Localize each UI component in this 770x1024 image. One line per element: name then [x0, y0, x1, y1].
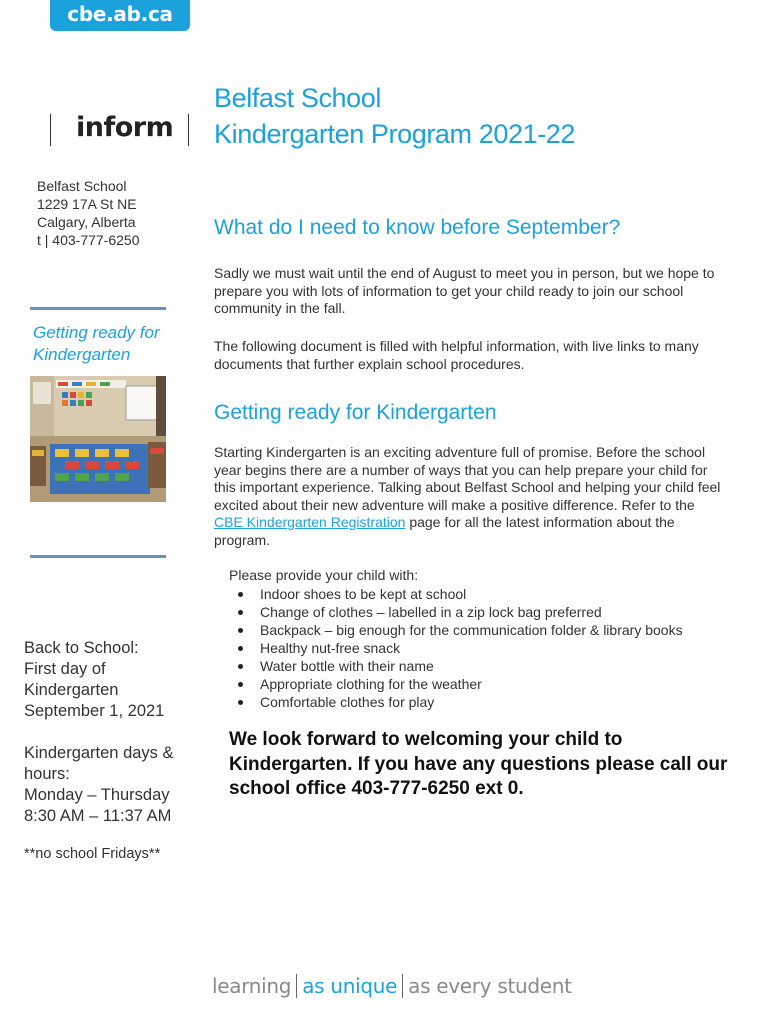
- sidebar-divider: [30, 307, 166, 310]
- tagline-as-every-student: as every student: [408, 974, 572, 998]
- back-to-school-info: [24, 638, 199, 722]
- footer-tagline: [212, 974, 572, 998]
- list-item: Healthy nut-free snack: [236, 639, 683, 657]
- info-line: Kindergarten days &: [24, 744, 174, 762]
- paragraph-text: page for all the latest information about the program.: [214, 514, 675, 548]
- section-heading-getting-ready: Getting ready for Kindergarten: [214, 401, 497, 424]
- title-school: Belfast School: [214, 83, 381, 113]
- info-line: 8:30 AM – 11:37 AM: [24, 807, 172, 825]
- logo-divider: [188, 114, 189, 146]
- address-line: Belfast School: [37, 178, 127, 194]
- feature-heading-line: Getting ready for: [33, 323, 160, 342]
- supplies-list: [236, 585, 683, 711]
- info-line: Kindergarten: [24, 681, 119, 699]
- list-item: Comfortable clothes for play: [236, 693, 683, 711]
- list-item: Appropriate clothing for the weather: [236, 675, 683, 693]
- info-line: hours:: [24, 765, 70, 783]
- info-line: Back to School:: [24, 639, 139, 657]
- address-line: 1229 17A St NE: [37, 196, 137, 212]
- school-address: [37, 177, 140, 249]
- cbe-kindergarten-registration-link[interactable]: CBE Kindergarten Registration: [214, 514, 406, 530]
- list-item: Indoor shoes to be kept at school: [236, 585, 683, 603]
- sidebar-divider: [30, 555, 166, 558]
- classroom-photo: [30, 376, 166, 502]
- no-school-fridays-note: **no school Fridays**: [24, 846, 161, 862]
- title-program: Kindergarten Program 2021-22: [214, 119, 576, 149]
- inform-logo: [50, 112, 192, 148]
- sidebar-schedule: [24, 638, 199, 848]
- supplies-intro: Please provide your child with:: [229, 567, 419, 583]
- tagline-learning: learning: [212, 974, 292, 998]
- getting-ready-paragraph: [214, 444, 724, 549]
- intro-paragraph: Sadly we must wait until the end of August to meet you in person, but we hope to prepare you with lots of information to get your child ready to join our school community in the fall.: [214, 265, 715, 316]
- tagline-as-unique: as unique: [302, 974, 398, 998]
- feature-heading-line: Kindergarten: [33, 345, 131, 364]
- document-info-paragraph: The following document is filled with helpful information, with live links to many documents that further explain school procedures.: [214, 338, 699, 372]
- kindergarten-hours-info: [24, 743, 199, 827]
- info-line: First day of: [24, 660, 106, 678]
- classroom-illustration: [30, 376, 166, 502]
- paragraph-text: Starting Kindergarten is an exciting adventure full of promise. Before the school year begins there are a number of ways that you can help prepare your child for this important experience. Talking about Belfast School and helping your child feel excited about their new adventure will make a positive difference. Refer to the: [214, 444, 721, 513]
- list-item: Change of clothes – labelled in a zip lock bag preferred: [236, 603, 683, 621]
- cbe-website-tab[interactable]: cbe.ab.ca: [50, 0, 190, 31]
- info-line: September 1, 2021: [24, 702, 165, 720]
- tagline-divider: [296, 974, 297, 998]
- inform-label: inform: [76, 112, 174, 143]
- phone-line: t | 403-777-6250: [37, 232, 140, 248]
- list-item: Backpack – big enough for the communication folder & library books: [236, 621, 683, 639]
- address-line: Calgary, Alberta: [37, 214, 136, 230]
- list-item: Water bottle with their name: [236, 657, 683, 675]
- info-line: Monday – Thursday: [24, 786, 170, 804]
- sidebar-feature-heading: [33, 322, 160, 366]
- page-title: [214, 80, 575, 152]
- tagline-divider: [402, 974, 403, 998]
- section-heading-before-september: What do I need to know before September?: [214, 216, 621, 239]
- closing-message: We look forward to welcoming your child to Kindergarten. If you have any questions please call our school office 403-777-6250 ext 0.: [229, 729, 728, 799]
- logo-divider: [50, 114, 51, 146]
